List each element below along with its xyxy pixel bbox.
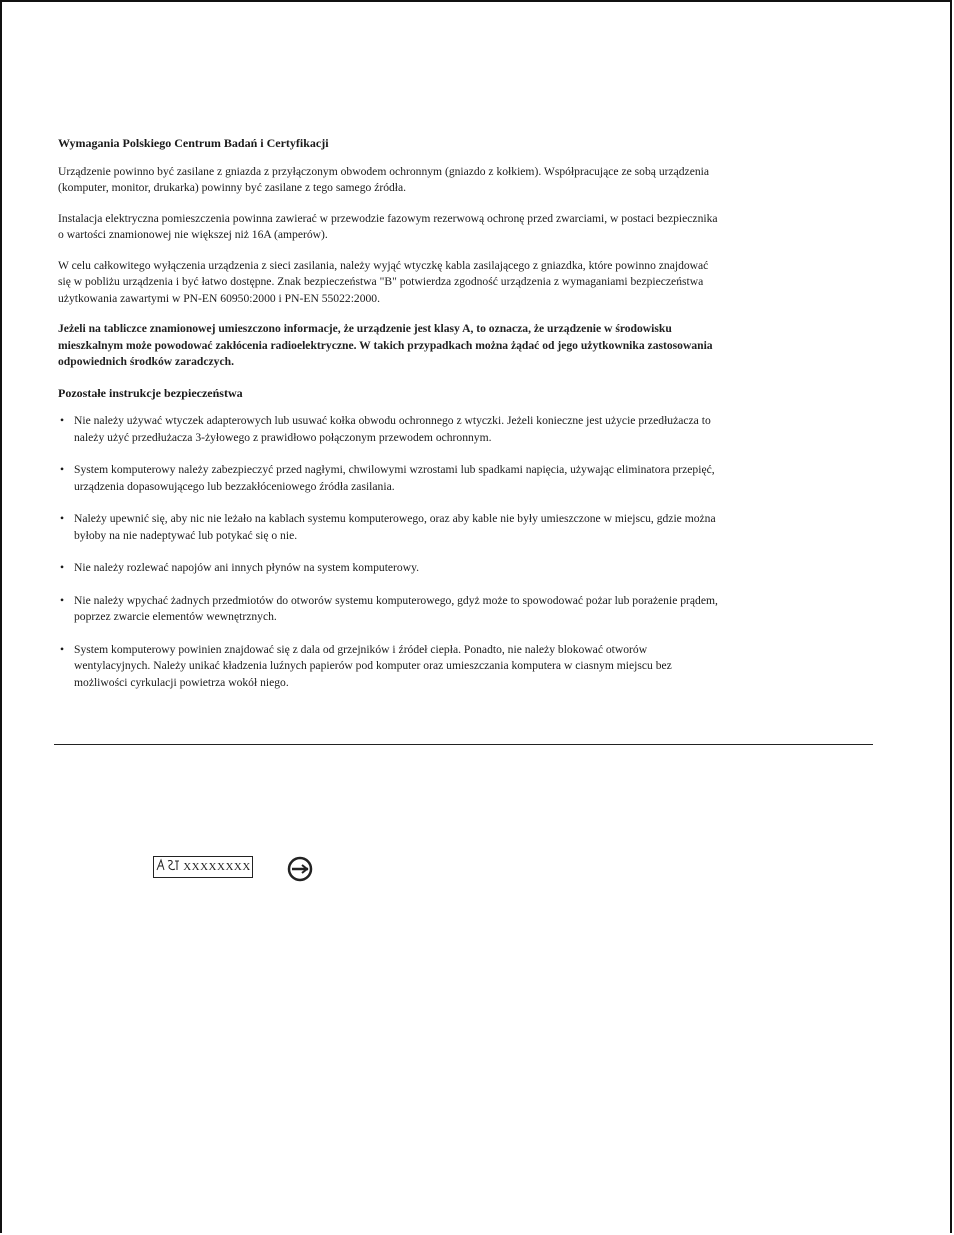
paragraph-grounding: Urządzenie powinno być zasilane z gniazda z przyłączonym obwodem ochronnym (gniazdo z kołkiem). Współpracujące ze sobą urządzenia (komputer, monitor, drukarka) powinny być zasilane z tego samego źródła. xyxy=(58,164,710,194)
list-item: • Należy upewnić się, aby nic nie leżało na kablach systemu komputerowego, oraz aby kable nie były umieszczone w miejscu, gdzie można byłoby na nie nadeptywać lub potykać się o nie. xyxy=(58,511,718,544)
section-divider xyxy=(54,744,873,745)
safety-bullet-list xyxy=(58,413,718,691)
polish-certification-section xyxy=(58,135,718,707)
subheading-other-instructions: Pozostałe instrukcje bezpieczeństwa xyxy=(58,385,243,400)
paragraph-class-a: Jeżeli na tabliczce znamionowej umieszczono informacje, że urządzenie jest klasy A, to oznacza, że urządzenie w środowisku mieszkalnym może powodować zakłócenia radioelektryczne. W takich przypadkach można żądać od jego użytkownika zastosowania odpowiednich środków zaradczych. xyxy=(58,322,713,368)
list-item: • System komputerowy powinien znajdować się z dala od grzejników i źródeł ciepła. Ponadto, nie należy blokować otworów wentylacyjnych. Należy unikać kładzenia luźnych papierów pod komputer oraz umieszczania komputera w ciasnym miejscu bez możliwości cyrkulacji powietrza wokół niego. xyxy=(58,642,718,692)
paragraph-disconnect: W celu całkowitego wyłączenia urządzenia z sieci zasilania, należy wyjąć wtyczkę kabla zasilającego z gniazdka, które powinno znajdować się w pobliżu urządzenia i być łatwo dostępne. Znak bezpieczeństwa "B" potwierdza zgodność urządzenia z wymaganiami bezpieczeństwa użytkowania zawartymi w PN-EN 60950:2000 i PN-EN 55022:2000. xyxy=(58,258,709,305)
cert-mark-glyph xyxy=(155,858,181,876)
section-heading: Wymagania Polskiego Centrum Badań i Certyfikacji xyxy=(58,136,329,150)
paragraph-fuse: Instalacja elektryczna pomieszczenia powinna zawierać w przewodzie fazowym rezerwową ochronę przed zwarciami, w postaci bezpiecznika o wartości znamionowej nie większej niż 16A (amperów). xyxy=(58,211,718,241)
certification-mark xyxy=(153,856,253,878)
list-item: • Nie należy używać wtyczek adapterowych lub usuwać kołka obwodu ochronnego z wtyczki. Jeżeli konieczne jest użycie przedłużacza to należy użyć przedłużacza 3-żyłowego z prawidłowo połączonym przewodem ochronnym. xyxy=(58,413,718,446)
list-item: • Nie należy rozlewać napojów ani innych płynów na system komputerowy. xyxy=(58,560,718,577)
list-item: • Nie należy wpychać żadnych przedmiotów do otworów systemu komputerowego, gdyż może to spowodować pożar lub porażenie prądem, poprzez zwarcie elementów wewnętrznych. xyxy=(58,593,718,626)
circle-mark-icon xyxy=(287,856,313,882)
certification-code: XXXXXXXX xyxy=(183,861,251,873)
list-item: • System komputerowy należy zabezpieczyć przed nagłymi, chwilowymi wzrostami lub spadkami napięcia, używając eliminatora przepięć, urządzenia dopasowującego lub bezzakłóceniowego źródła zasilania. xyxy=(58,462,718,495)
